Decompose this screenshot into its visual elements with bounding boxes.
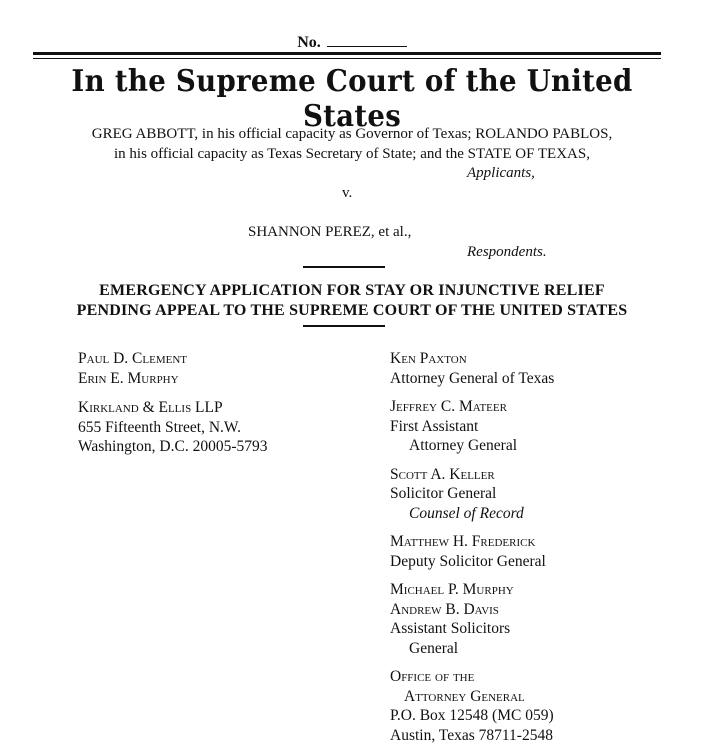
counsel-name: Jeffrey C. Mateer [390, 397, 554, 417]
law-firm-name: Kirkland & Ellis LLP [78, 398, 267, 418]
docket-number [0, 32, 704, 52]
office-city: Austin, Texas 78711-2548 [390, 726, 554, 745]
counsel-name: Scott A. Keller [390, 465, 554, 485]
firm-city: Washington, D.C. 20005-5793 [78, 437, 267, 457]
versus: v. [342, 184, 352, 203]
applicants-line-2: in his official capacity as Texas Secretary of State; and the STATE OF TEXAS, [0, 145, 704, 164]
office-name: Office of the [390, 667, 554, 687]
counsel-name: Andrew B. Davis [390, 600, 554, 620]
office-pobox: P.O. Box 12548 (MC 059) [390, 706, 554, 726]
counsel-name: Matthew H. Frederick [390, 532, 554, 552]
counsel-title: General [390, 639, 554, 659]
header-rule-bottom [33, 58, 661, 59]
counsel-title: Deputy Solicitor General [390, 552, 554, 572]
office-name: Attorney General [390, 687, 554, 707]
counsel-title: Assistant Solicitors [390, 619, 554, 639]
left-counsel-block [78, 349, 267, 457]
right-counsel-block [390, 349, 554, 745]
counsel-name: Michael P. Murphy [390, 580, 554, 600]
counsel-title: First Assistant [390, 417, 554, 437]
respondents-name: SHANNON PEREZ, et al., [248, 223, 411, 242]
docket-blank-line [327, 32, 407, 47]
court-title: In the Supreme Court of the United States [28, 64, 676, 134]
counsel-name: Erin E. Murphy [78, 369, 267, 389]
header-rule-top [33, 52, 661, 55]
title-rule-top [303, 266, 385, 268]
applicants-line-1: GREG ABBOTT, in his official capacity as Governor of Texas; ROLANDO PABLOS, [0, 125, 704, 144]
respondents-role: Respondents. [467, 243, 547, 262]
counsel-name: Ken Paxton [390, 349, 554, 369]
counsel-title: Solicitor General [390, 484, 554, 504]
counsel-title: Attorney General [390, 436, 554, 456]
firm-street: 655 Fifteenth Street, N.W. [78, 418, 267, 438]
counsel-title: Attorney General of Texas [390, 369, 554, 389]
application-title [0, 281, 704, 321]
title-rule-bottom [303, 325, 385, 327]
application-title-line-1: EMERGENCY APPLICATION FOR STAY OR INJUNCTIVE RELIEF [0, 281, 704, 301]
applicants-role: Applicants, [467, 164, 535, 183]
application-title-line-2: PENDING APPEAL TO THE SUPREME COURT OF THE UNITED STATES [0, 301, 704, 321]
docket-label: No. [297, 34, 321, 51]
counsel-name: Paul D. Clement [78, 349, 267, 369]
counsel-of-record: Counsel of Record [390, 504, 554, 524]
